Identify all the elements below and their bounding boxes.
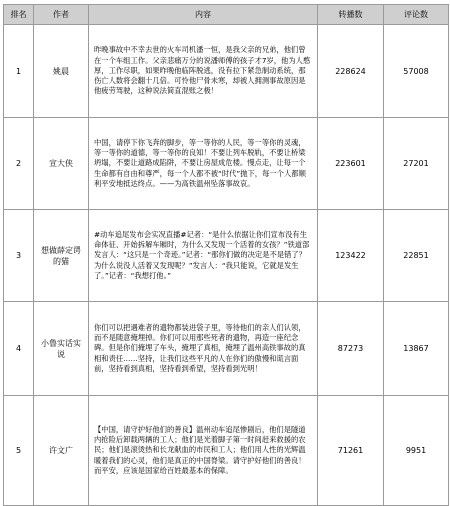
content-cell: 中国，请停下你飞奔的脚步，等一等你的人民，等一等你的灵魂，等一等你的道德，等一等你的良知！不要让列车脱轨，不要让桥梁坍塌，不要让道路成陷阱，不要让房屋成危楼。慢点走，让每一个生命都有自由和尊严，每一个人都不被“时代”抛下，每一个人都顺利平安地抵达终点。——为高铁温州坠落事故哀。 <box>89 118 318 210</box>
content-cell: 昨晚事故中不幸去世的火车司机潘一恒，是我父亲的兄弟，他们曾在一个车组工作。父亲悲痛万分的说潘师傅的孩子才7岁，他为人憨厚，工作尽职，如果昨晚他临阵脱逃，没有拉下紧急制动系统，那伤亡人数将会翻十几倍。可怜他尸骨未寒，却被人拥测事故原因是他疲劳驾驶，这种说法简直混账之极！ <box>89 25 318 118</box>
comments-cell: 13867 <box>384 302 449 396</box>
author-cell: 许文广 <box>34 396 89 506</box>
rank-cell: 3 <box>4 210 34 302</box>
table-row <box>4 118 449 210</box>
reposts-cell: 87273 <box>318 302 384 396</box>
table-row <box>4 302 449 396</box>
content-cell: #动车追尾发布会实况直播#记者：“是什么依据让你们宣布没有生命体征、开始拆解车厢时，为什么又发现一个活着的女孩？”铁道部发言人：“这只是一个奇迹。”记者：“那你们做的决定是不是错了？为什么说没人活着又发现呢？”发言人：“我只能说，它就是发生了。”记者：“我想打他。” <box>89 210 318 302</box>
header-comments: 评论数 <box>384 5 449 25</box>
rank-cell: 2 <box>4 118 34 210</box>
content-cell: 【中国，请守护好他们的善良】温州动车追尾惨剧后，他们是隧道内抢险后卸载两辆的工人；他们是光着脚子第一时间赶来救援的农民；他们是滚烫热和长龙献血的市民和工人；他们用人性的光辉温暖着我们的心灵，他们是真正的中国脊梁。请守护好他们的善良！而平安，应该是国家给百姓最基本的保障。 <box>89 396 318 506</box>
reposts-cell: 71261 <box>318 396 384 506</box>
header-row <box>4 5 449 25</box>
rank-cell: 4 <box>4 302 34 396</box>
comments-cell: 22851 <box>384 210 449 302</box>
comments-cell: 27201 <box>384 118 449 210</box>
table-row <box>4 396 449 506</box>
reposts-cell: 123422 <box>318 210 384 302</box>
rank-cell: 5 <box>4 396 34 506</box>
comments-cell: 9951 <box>384 396 449 506</box>
table-row <box>4 210 449 302</box>
author-cell: 小鲁实话实说 <box>34 302 89 396</box>
author-cell: 宣大侠 <box>34 118 89 210</box>
author-cell: 想做薛定谔的猫 <box>34 210 89 302</box>
reposts-cell: 228624 <box>318 25 384 118</box>
author-cell: 姚晨 <box>34 25 89 118</box>
header-content: 内容 <box>89 5 318 25</box>
header-author: 作者 <box>34 5 89 25</box>
reposts-cell: 223601 <box>318 118 384 210</box>
header-reposts: 转播数 <box>318 5 384 25</box>
content-cell: 你们可以把遇难者的遗物都装进袋子里，等待他们的亲人们认领，而不是随意掩埋掉。你们可以用那些死者的遗物，再造一座纪念碑。但是你们掩埋了车头，掩埋了真相，掩埋了温州高铁事故的真相和责任……坚持，让我们这些平凡的人在你们的傲慢和谎言面前，坚持看到真相，坚持看到希望，坚持看到光明！ <box>89 302 318 396</box>
rank-cell: 1 <box>4 25 34 118</box>
table-row <box>4 25 449 118</box>
weibo-ranking-table <box>3 4 449 506</box>
header-rank: 排名 <box>4 5 34 25</box>
comments-cell: 57008 <box>384 25 449 118</box>
